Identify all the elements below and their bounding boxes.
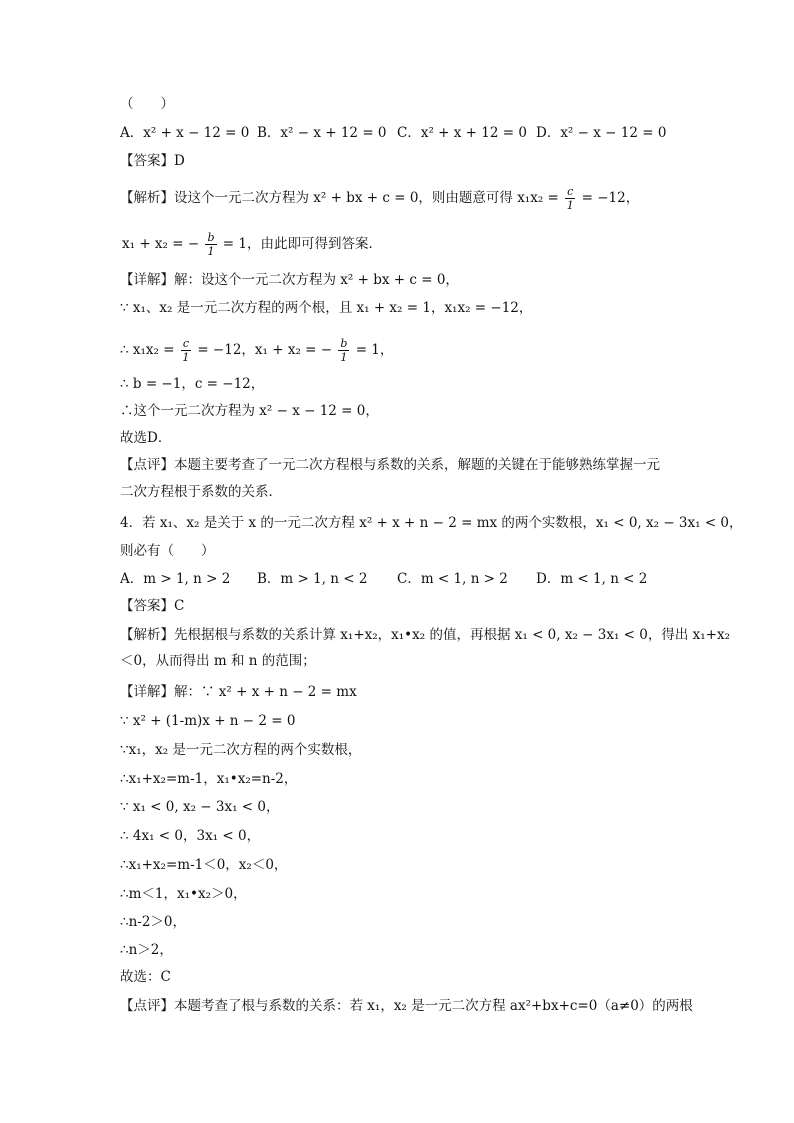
q4-detail-4: ∴x₁+x₂=m-1，x₁•x₂=n-2， [120, 771, 298, 787]
q3-options [120, 123, 680, 143]
q3-analysis-line1 [120, 186, 639, 211]
q4-detail-2: ∵ x² + (1-m)x + n − 2 = 0 [120, 713, 296, 729]
q4-option-b: B．m > 1, n < 2 [257, 571, 368, 587]
q3-detail-3 [120, 338, 393, 363]
fraction-denominator: 1 [182, 351, 190, 364]
q3-comment-line1: 【点评】本题主要考查了一元二次方程根与系数的关系，解题的关键在于能够熟练掌握一元 [120, 457, 660, 473]
answer-blank: （ ） [120, 96, 174, 112]
fraction-denominator: 1 [340, 351, 348, 364]
fraction [205, 232, 216, 257]
fraction [181, 338, 191, 363]
q4-detail-1: 【详解】解：∵ x² + x + n − 2 = mx [120, 684, 357, 700]
fraction-numerator: c [182, 337, 190, 350]
q4-detail-6: ∴ 4x₁ < 0，3x₁ < 0， [120, 828, 261, 844]
q3-analysis-text: 【解析】设这个一元二次方程为 x² + bx + c = 0，则由题意可得 x₁x₂ = [120, 190, 559, 206]
q3-analysis-tail: = −12， [581, 190, 640, 206]
q3-analysis-tail2: = 1，由此即可得到答案． [222, 236, 382, 252]
q4-choose: 故选：C [120, 969, 171, 985]
q3-analysis-text2: x₁ + x₂ = − [122, 236, 200, 252]
q3-option-d: D．x² − x − 12 = 0 [536, 125, 667, 141]
q3-analysis-line2 [122, 232, 382, 257]
q3-option-a: A．x² + x − 12 = 0 [120, 125, 250, 141]
q3-detail-1: 【详解】解：设这个一元二次方程为 x² + bx + c = 0， [120, 272, 459, 288]
q3-answer: 【答案】D [120, 153, 185, 169]
q4-detail-10: ∴n＞2， [120, 942, 173, 958]
q4-options [120, 569, 680, 589]
q4-detail-3: ∵x₁，x₂ 是一元二次方程的两个实数根， [120, 742, 362, 758]
q3-choose: 故选D． [120, 430, 172, 446]
q4-option-d: D．m < 1, n < 2 [536, 571, 648, 587]
q4-stem-line1: 4．若 x₁、x₂ 是关于 x 的一元二次方程 x² + x + n − 2 = mx 的两个实数根，x₁ < 0, x₂ − 3x₁ < 0， [120, 515, 743, 531]
q4-detail-8: ∴m＜1，x₁•x₂＞0， [120, 886, 247, 902]
q4-answer: 【答案】C [120, 598, 185, 614]
q4-detail-7: ∴x₁+x₂=m-1＜0，x₂＜0， [120, 857, 288, 873]
fraction-numerator: c [567, 185, 574, 198]
q3-detail-3a: ∴ x₁x₂ = [120, 342, 175, 358]
q3-comment-line2: 二次方程根于系数的关系． [120, 484, 282, 500]
q4-analysis-line2: ＜0，从而得出 m 和 n 的范围； [120, 653, 316, 669]
q4-comment: 【点评】本题考查了根与系数的关系：若 x₁，x₂ 是一元二次方程 ax²+bx+c=0（a≠0）的两根 [120, 998, 693, 1014]
q3-detail-4: ∴ b = −1，c = −12， [120, 376, 265, 392]
fraction-denominator: 1 [566, 199, 574, 212]
q4-stem-line2: 则必有（ ） [120, 543, 215, 559]
q4-option-a: A．m > 1, n > 2 [120, 571, 231, 587]
q3-option-b: B．x² − x + 12 = 0 [257, 125, 387, 141]
fraction [338, 338, 349, 363]
fraction [565, 186, 575, 211]
q4-detail-5: ∵ x₁ < 0, x₂ − 3x₁ < 0， [120, 799, 280, 815]
q3-option-c: C．x² + x + 12 = 0 [397, 125, 527, 141]
q3-detail-3b: = −12，x₁ + x₂ = − [197, 342, 333, 358]
q3-detail-5: ∴这个一元二次方程为 x² − x − 12 = 0， [120, 403, 379, 419]
q4-analysis-line1: 【解析】先根据根与系数的关系计算 x₁+x₂，x₁•x₂ 的值，再根据 x₁ < 0, x₂ − 3x₁ < 0，得出 x₁+x₂ [120, 627, 731, 643]
q3-detail-2: ∵ x₁、x₂ 是一元二次方程的两个根，且 x₁ + x₂ = 1，x₁x₂ = −12， [120, 300, 533, 316]
q4-option-c: C．m < 1, n > 2 [397, 571, 508, 587]
fraction-numerator: b [207, 231, 215, 244]
q3-detail-3c: = 1， [355, 342, 394, 358]
q4-detail-9: ∴n-2＞0， [120, 914, 187, 930]
fraction-numerator: b [340, 337, 348, 350]
fraction-denominator: 1 [207, 245, 215, 258]
